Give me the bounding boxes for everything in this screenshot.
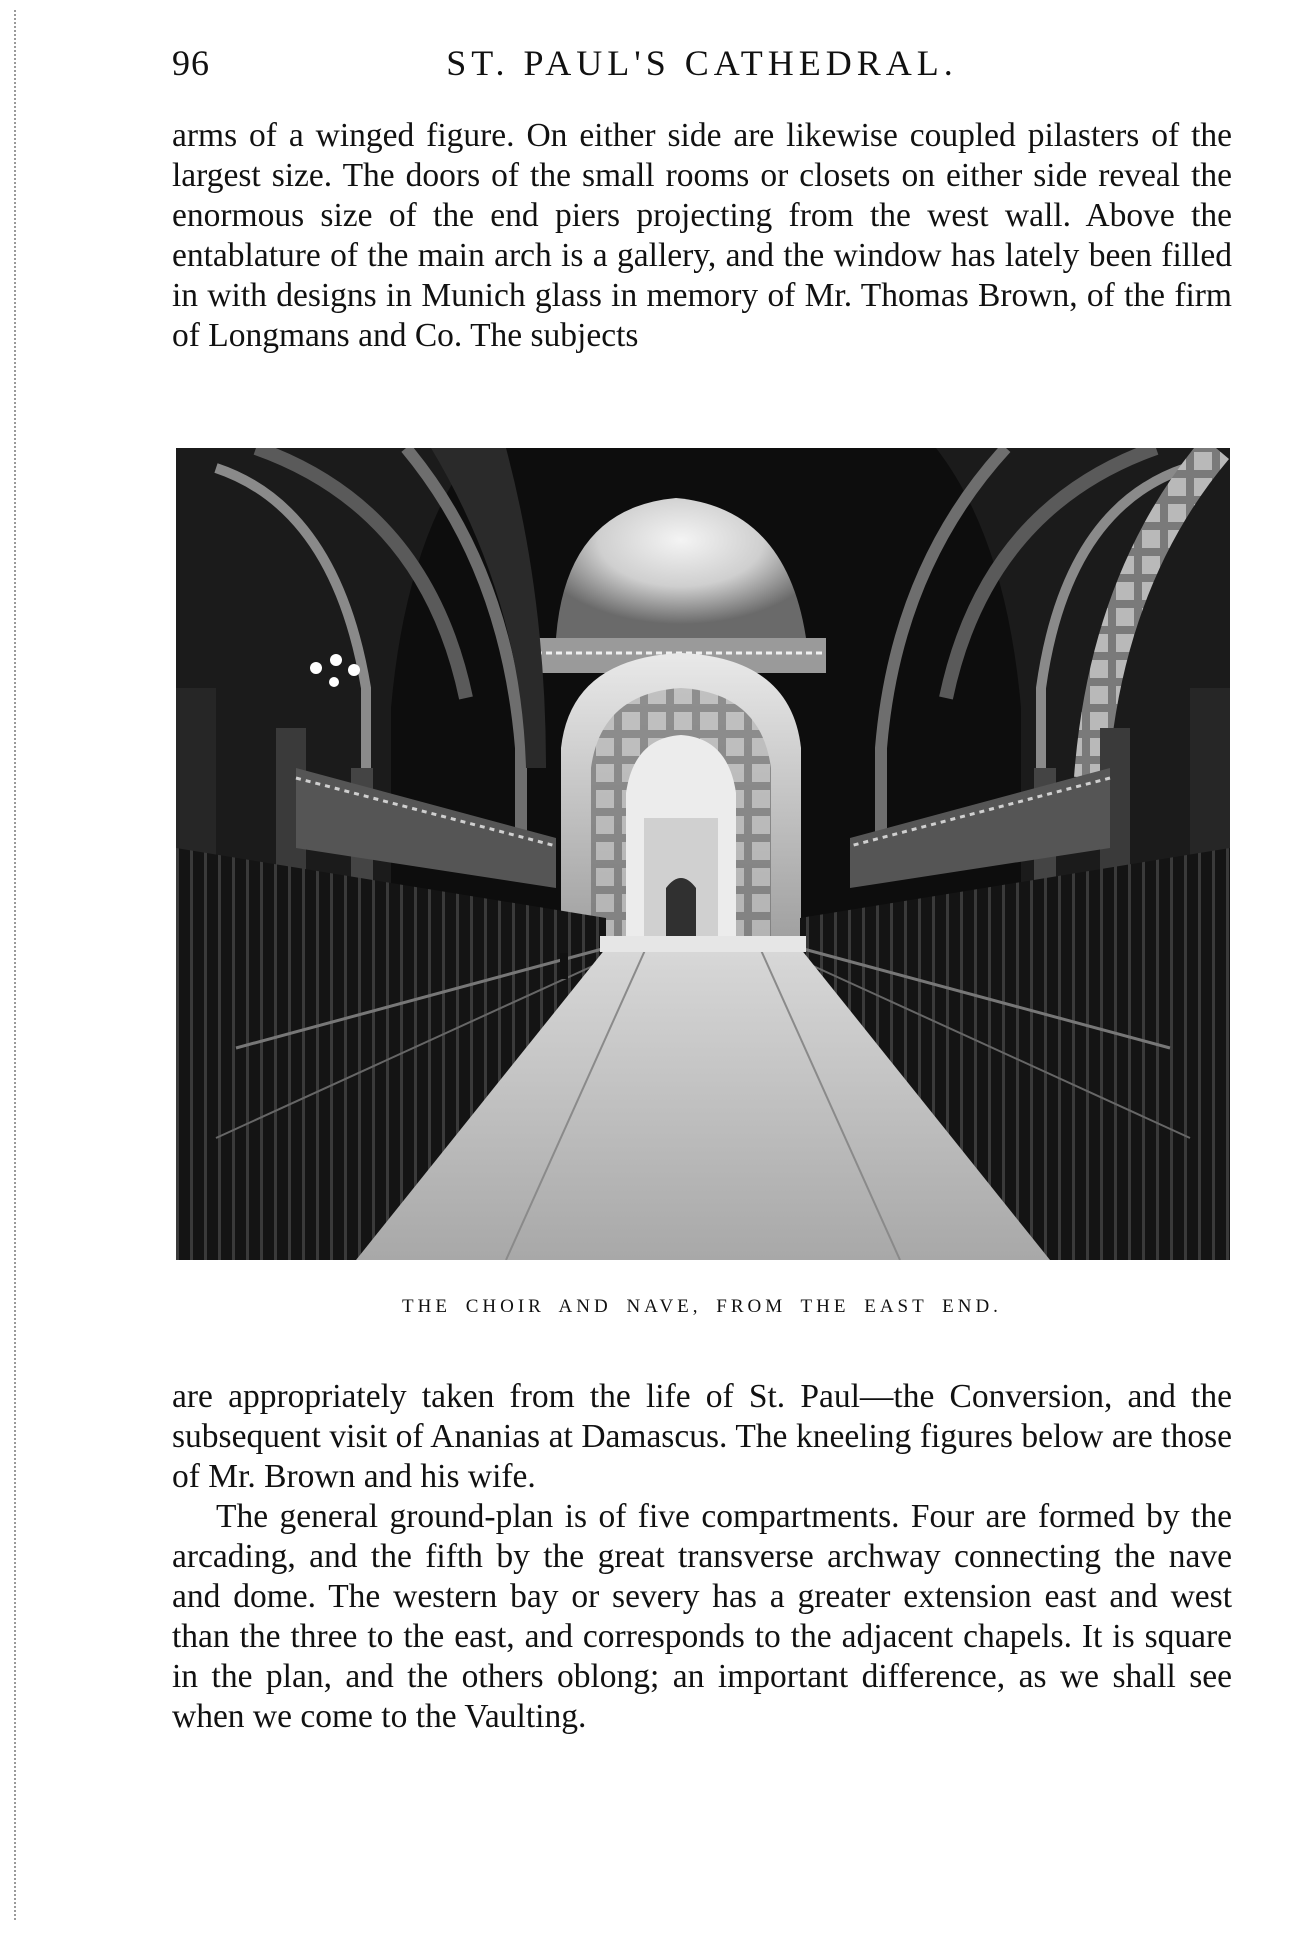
page-number: 96 bbox=[172, 43, 210, 83]
paragraph-bottom bbox=[172, 1377, 1232, 1737]
paragraph-top bbox=[172, 116, 1232, 356]
figure-caption: THE CHOIR AND NAVE, FROM THE EAST END. bbox=[402, 1296, 1002, 1317]
paragraph-3: The general ground-plan is of five compartments. Four are formed by the arcading, and the fifth by the great transverse archway connecting the nave and dome. The western bay or severy has a greater extension east and west than the three to the east, and corresponds to the adjacent chapels. It is square in the plan, and the others oblong; an important difference, as we shall see when we come to the Vaulting. bbox=[172, 1498, 1232, 1735]
paragraph-1: arms of a winged figure. On either side are likewise coupled pilasters of the largest size. The doors of the small rooms or closets on either side reveal the enormous size of the end piers projecting from the west wall. Above the entablature of the main arch is a gallery, and the window has lately been filled in with designs in Munich glass in memory of Mr. Thomas Brown, of the firm of Longmans and Co. The subjects bbox=[172, 117, 1232, 354]
paragraph-2: are appropriately taken from the life of St. Paul—the Conversion, and the subsequent visit of Ananias at Damascus. The kneeling figures below are those of Mr. Brown and his wife. bbox=[172, 1378, 1232, 1495]
scan-margin-dots bbox=[14, 10, 16, 1920]
running-title: ST. PAUL'S CATHEDRAL. bbox=[446, 43, 958, 83]
choir-nave-photograph bbox=[176, 448, 1230, 1260]
running-head bbox=[172, 32, 1232, 92]
